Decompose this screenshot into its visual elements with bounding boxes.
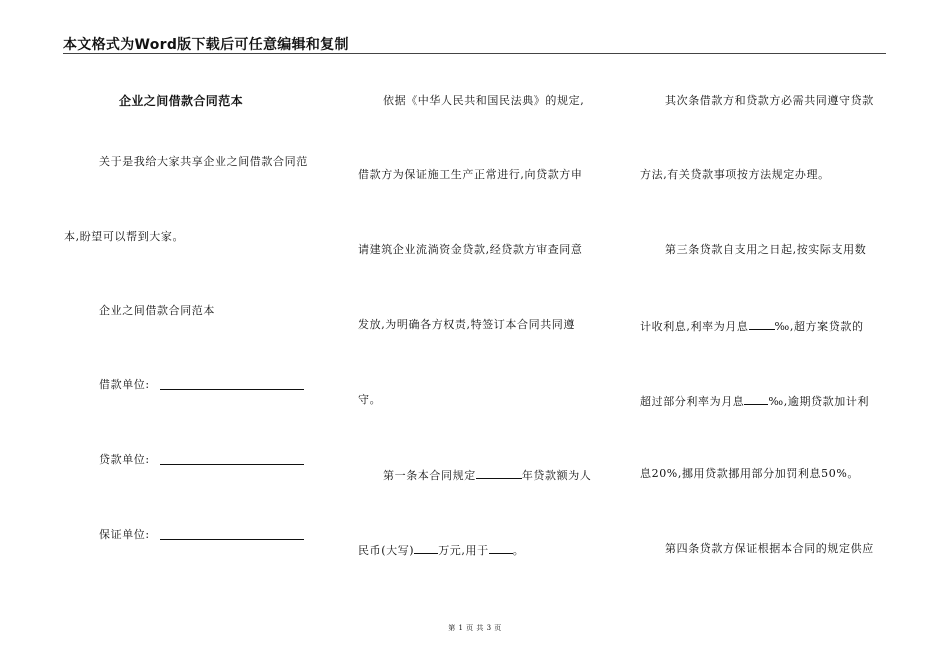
interest-rate-text: ‰,超方案贷款的 [774,320,864,333]
guarantor-blank [160,539,304,540]
purpose-label: 万元,用于 [438,544,489,557]
article-1-line-1 [383,467,591,483]
borrower-label: 借款单位: [99,378,150,391]
interest-rate-label: 计收利息,利率为月息 [640,320,749,333]
excess-rate-blank [744,393,768,405]
col3-line-2: 方法,有关贷款事项按方法规定办理。 [640,168,830,181]
document-title: 企业之间借款合同范本 [119,94,244,108]
col3-line-1: 其次条借款方和贷款方必需共同遵守贷款 [665,94,874,107]
contract-name: 企业之间借款合同范本 [99,304,215,317]
article-1-line-2 [358,542,524,558]
col2-line-1: 依据《中华人民共和国民法典》的规定, [383,94,585,107]
excess-rate-label: 超过部分利率为月息 [640,395,745,408]
excess-rate-text: ‰,逾期贷款加计利 [768,395,870,408]
col3-line-4 [640,318,864,334]
col2-line-3: 请建筑企业流淌资金贷款,经贷款方审查同意 [358,243,583,256]
amount-blank [414,542,438,554]
article-1-text-b: 年贷款额为人 [521,469,592,482]
col3-line-6: 息20%,挪用贷款挪用部分加罚利息50%。 [640,467,859,480]
page-number: 第 1 页 共 3 页 [448,624,502,632]
intro-text-line-1: 关于是我给大家共享企业之间借款合同范 [99,155,308,168]
guarantor-label: 保证单位: [99,528,150,541]
lender-label: 贷款单位: [99,453,150,466]
page-header-title: 本文格式为Word版下载后可任意编辑和复制 [63,37,349,53]
article-1-text-a: 第一条本合同规定 [383,469,476,482]
col2-line-5: 守。 [358,393,382,406]
lender-blank [160,464,304,465]
year-blank [476,467,522,479]
purpose-blank [489,542,513,554]
col2-line-4: 发放,为明确各方权责,特签订本合同共同遵 [358,318,575,331]
interest-rate-blank [749,318,775,330]
col2-line-2: 借款方为保证施工生产正常进行,向贷款方申 [358,168,583,181]
col3-line-7: 第四条贷款方保证根据本合同的规定供应 [665,542,874,555]
col3-line-5 [640,393,869,409]
col3-line-3: 第三条贷款自支用之日起,按实际支用数 [665,243,867,256]
article-1-end: 。 [512,544,525,557]
intro-text-line-2: 本,盼望可以帮到大家。 [64,230,185,243]
borrower-blank [160,389,304,390]
header-divider [63,53,886,54]
amount-label: 民币(大写) [358,544,415,557]
